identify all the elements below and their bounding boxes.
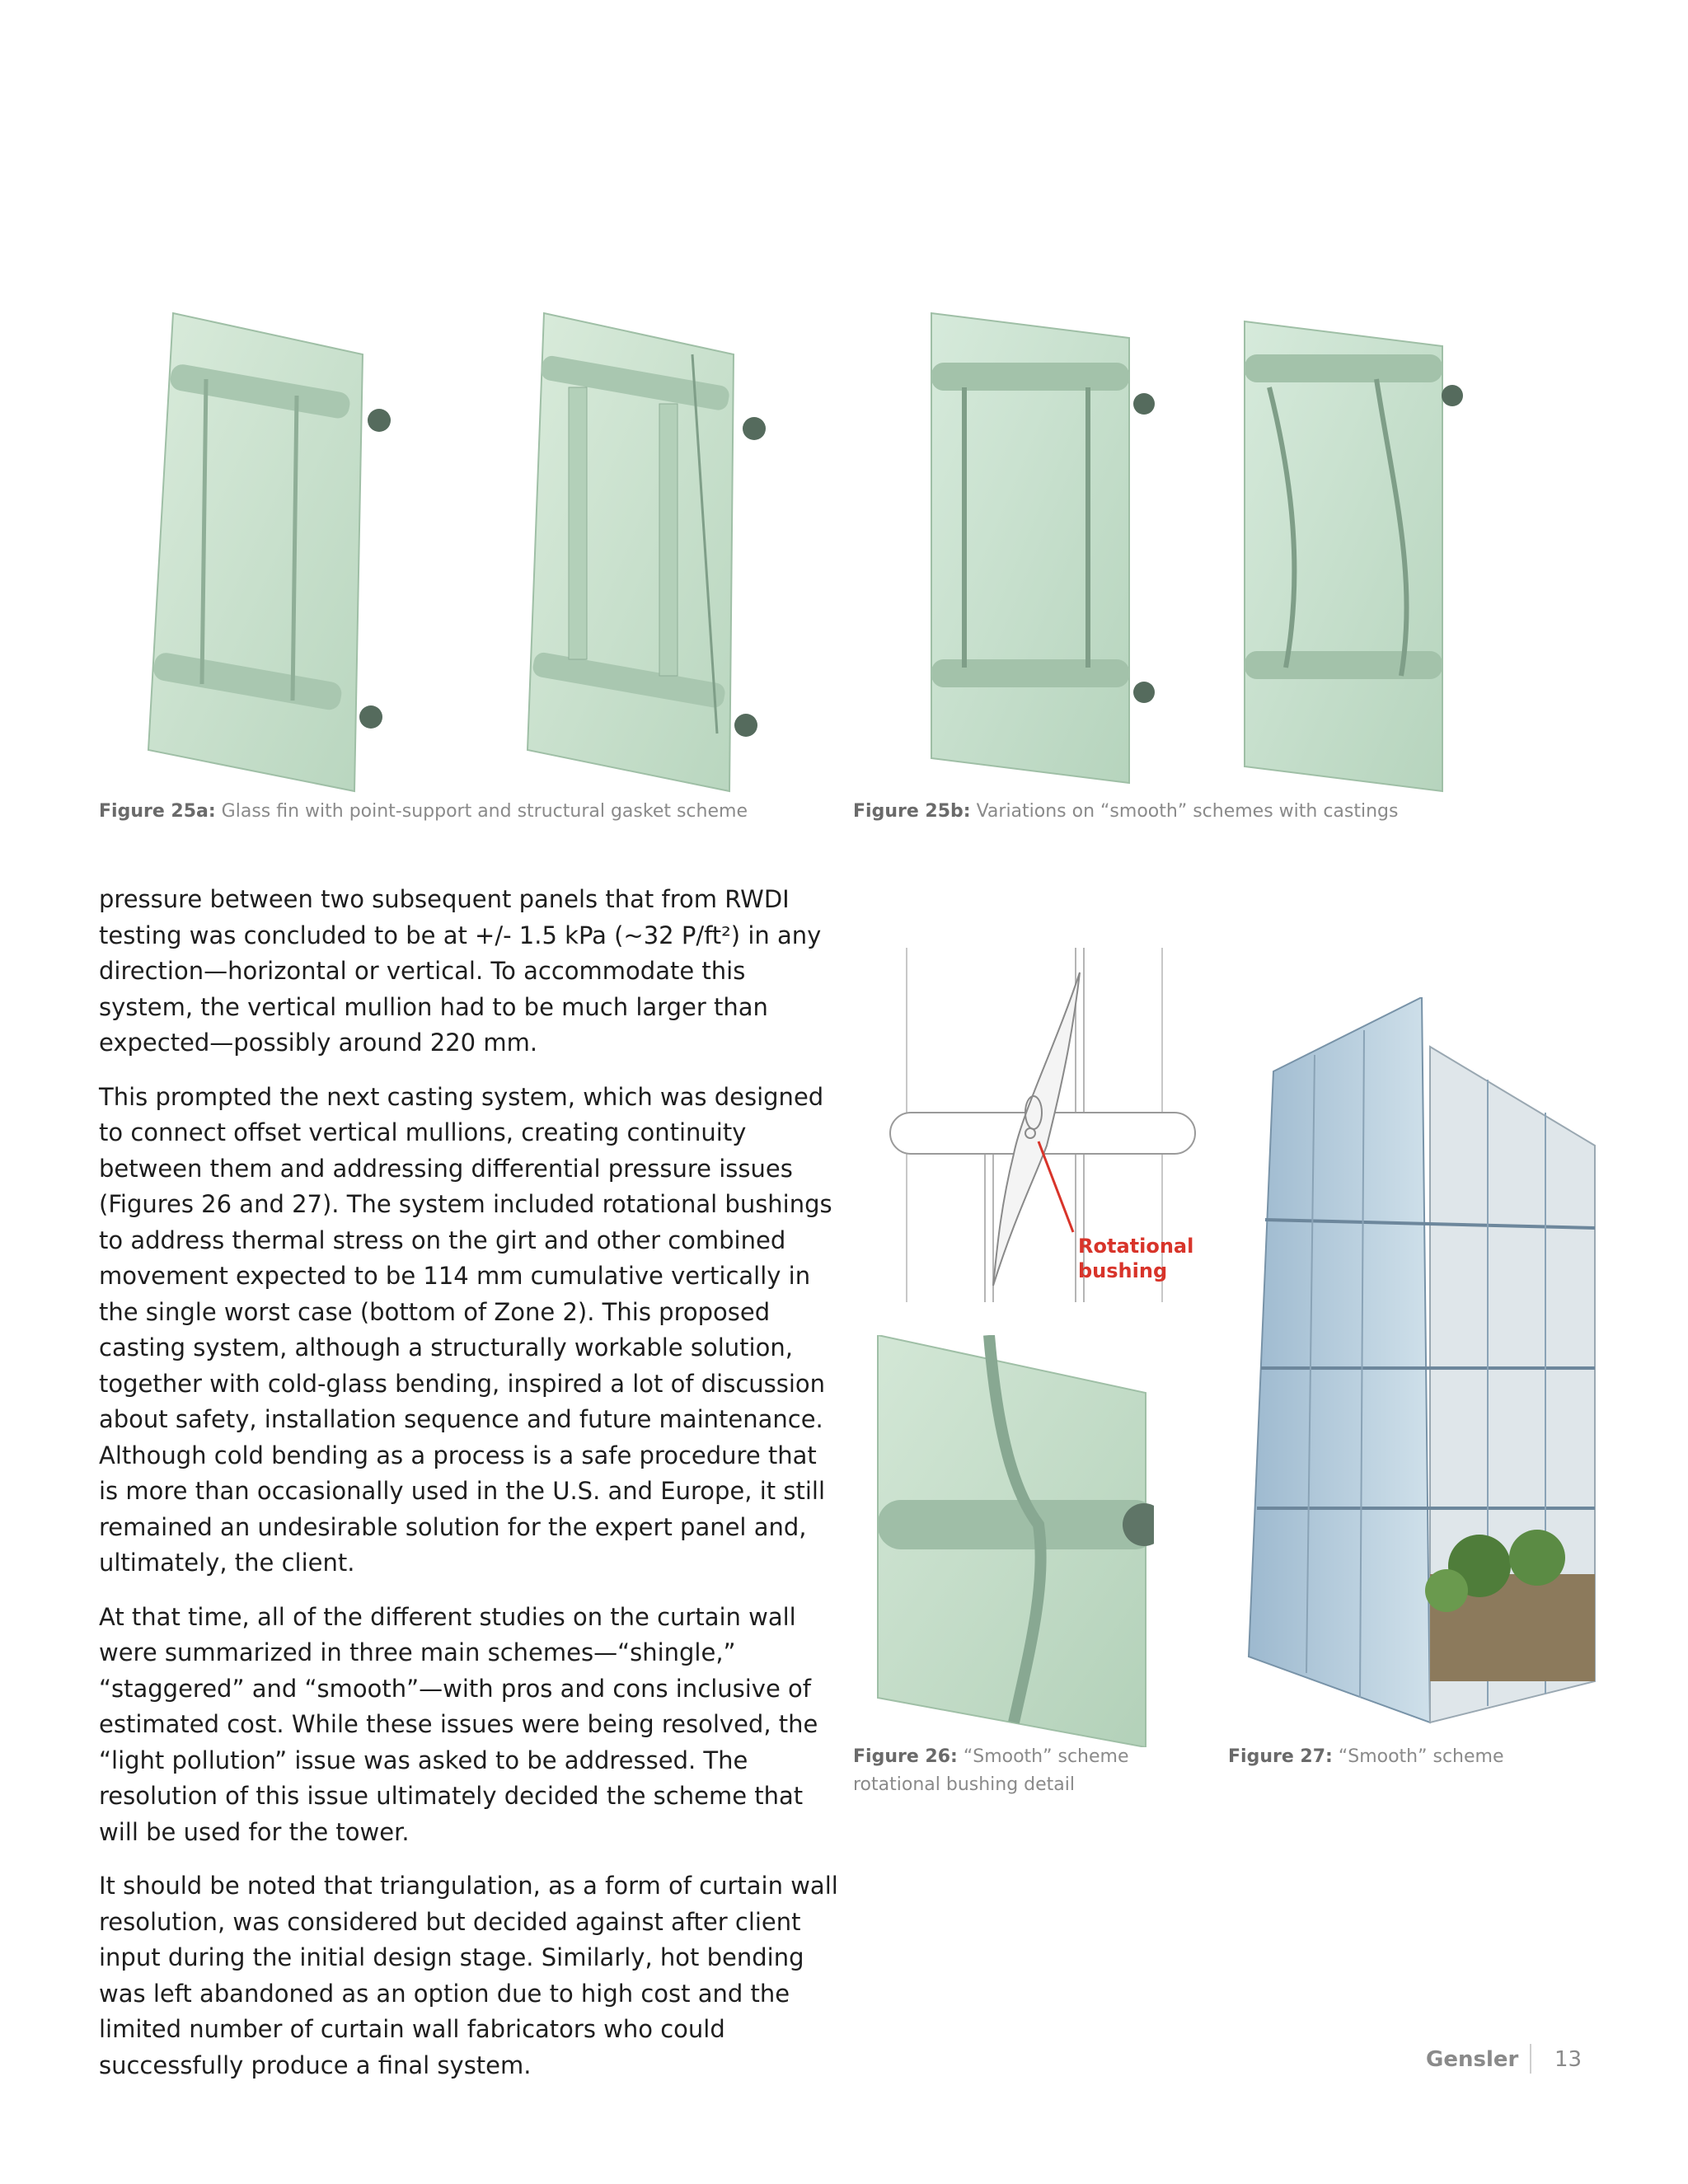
caption-text: Variations on “smooth” schemes with castings — [976, 801, 1399, 822]
body-paragraph-4: It should be noted that triangulation, as a form of curtain wall resolution, was considered but decided against after client input during the initial design stage. Similarly, hot bending was left abandoned as an option due to high cost and the limited number of curtain wall fabricators who could successfully produce a final system. — [99, 1872, 838, 2079]
caption-text: Glass fin with point-support and structural gasket scheme — [221, 801, 748, 822]
caption-label: Figure 25a: — [99, 801, 216, 822]
caption-text: “Smooth” scheme rotational bushing detail — [853, 1746, 1129, 1795]
glass-fin-panel-1 — [148, 313, 391, 791]
caption-text: “Smooth” scheme — [1338, 1746, 1504, 1767]
body-paragraph-2: This prompted the next casting system, which was designed to connect offset vertical mullions, creating continuity between them and addressing differential pressure issues (Figures 26 and 27). The system included rotational bushings to address thermal stress on the girt and other combined movement expected to be 114 mm cumulative vertically in the single worst case (bottom of Zone 2). This proposed casting system, although a structurally workable solution, together with cold-glass bending, inspired a lot of discussion about safety, installation sequence and future maintenance. Although cold bending as a process is a safe procedure that is more than occasionally used in the U.S. and Europe, it still remained an undesirable solution for the expert panel and, ultimately, the client. — [99, 1082, 832, 1577]
figure-25a-image — [140, 305, 816, 799]
figure-26-caption — [853, 1743, 1207, 1799]
body-paragraph-1: pressure between two subsequent panels that from RWDI testing was concluded to be at +/- 1.5 kPa (~32 P/ft²) in any direction—horizontal or vertical. To accommodate this system, the vertical mullion had to be much larger than expected—possibly around 220 mm. — [99, 885, 822, 1057]
casting-panel-1 — [931, 313, 1155, 783]
caption-label: Figure 27: — [1228, 1746, 1333, 1767]
footer-divider — [1530, 2044, 1531, 2074]
rotational-bushing-callout: Rotational bushing — [1078, 1235, 1194, 1282]
caption-label: Figure 26: — [853, 1746, 958, 1767]
figure-25a-caption — [99, 798, 824, 826]
figure-27-caption — [1228, 1743, 1574, 1771]
body-paragraph-3: At that time, all of the different studies on the curtain wall were summarized in three main schemes—“shingle,” “staggered” and “smooth”—with pros and cons inclusive of estimated cost. While these issues were being resolved, the “light pollution” issue was asked to be addressed. The resolution of this issue ultimately decided the scheme that will be used for the tower. — [99, 1602, 818, 1846]
caption-label: Figure 25b: — [853, 801, 971, 822]
body-text — [99, 882, 841, 2102]
figure-26-panel-image — [874, 1335, 1154, 1747]
footer-brand: Gensler — [1426, 2047, 1519, 2072]
figure-25b-caption — [853, 798, 1595, 826]
page-number: 13 — [1554, 2047, 1582, 2072]
figure-27-image — [1240, 997, 1603, 1739]
glass-fin-panel-2 — [528, 313, 766, 791]
figure-25b-image — [915, 305, 1475, 799]
casting-panel-2 — [1245, 321, 1463, 791]
